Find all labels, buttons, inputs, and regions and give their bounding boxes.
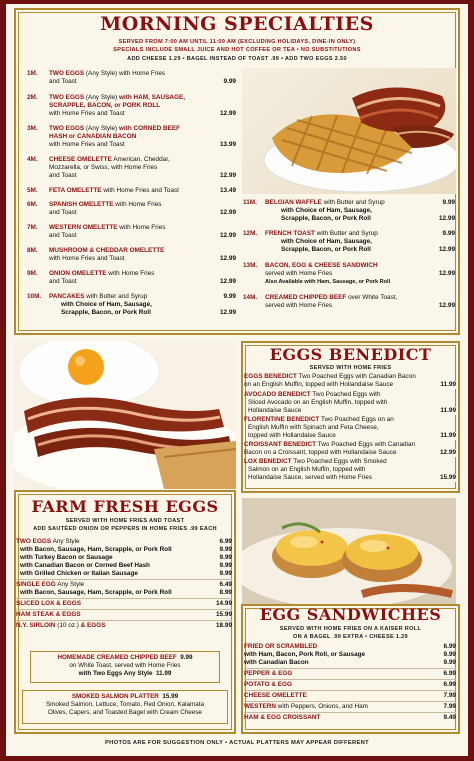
list-item	[244, 670, 456, 678]
item-number: 12M.	[243, 230, 258, 237]
item-price: 9.99	[443, 651, 456, 658]
farm-sub-2: ADD SAUTÉED ONION OR PEPPERS IN HOME FRIES .99 EACH	[33, 526, 217, 532]
item-price: 12.99	[220, 231, 236, 239]
item-desc-line: with Choice of Ham, Sausage,	[281, 238, 372, 246]
list-item	[244, 416, 456, 441]
item-desc: with Home Fries	[117, 224, 166, 231]
item-price: 12.99	[220, 308, 236, 316]
item-price: 9.49	[443, 714, 456, 721]
item-desc-line: Scrapple, Bacon, or Pork Roll	[281, 215, 371, 223]
list-item	[244, 681, 456, 689]
item-price: 7.99	[443, 692, 456, 699]
item-price: 9.99	[219, 554, 232, 561]
item-desc: (Any Style)	[84, 125, 119, 132]
morning-sub-1: SERVED FROM 7:00 AM UNTIL 11:00 AM (EXCLUDING HOLIDAYS, DINE-IN ONLY)	[118, 39, 356, 45]
item-desc: with Canadian Bacon	[244, 659, 309, 666]
item-price: 6.99	[443, 681, 456, 688]
item-desc-line: with Choice of Ham, Sausage,	[281, 207, 372, 215]
divider	[244, 701, 456, 702]
item-desc-line: with Home Fries and Toast	[49, 110, 125, 118]
item-name: WESTERN	[244, 703, 276, 710]
item-desc-line: and Toast	[49, 232, 77, 240]
item-price: 12.99	[220, 277, 236, 285]
item-name: SPANISH OMELETTE	[49, 201, 114, 208]
item-desc-line: and Toast	[49, 172, 77, 180]
item-name: PEPPER & EGG	[244, 670, 293, 677]
item-desc: Two Poached Eggs on an	[319, 416, 394, 423]
item-desc: over White Toast,	[346, 294, 398, 301]
list-item	[16, 600, 232, 608]
list-item	[16, 570, 232, 578]
item-desc-line: Hollandaise Sauce, served with Home Fries	[248, 474, 372, 482]
item-number: 11M.	[243, 199, 257, 206]
item-desc-line: Sliced Avocado on an English Muffin, topped with	[248, 399, 388, 407]
divider	[244, 679, 456, 680]
list-item	[27, 187, 236, 201]
item-name: POTATO & EGG	[244, 681, 292, 688]
sandwich-title: EGG SANDWICHES	[259, 605, 442, 624]
list-item	[244, 703, 456, 711]
benedict-list	[244, 373, 456, 483]
item-name: SLICED LOX & EGGS	[16, 600, 81, 607]
item-price: 6.99	[443, 643, 456, 650]
item-number: 6M.	[27, 201, 38, 208]
item-desc: Any Style	[51, 538, 80, 545]
item-desc-line: and Toast	[49, 209, 77, 217]
divider	[16, 579, 232, 580]
item-name: N.Y. SIRLOIN	[16, 622, 56, 629]
item-price: 6.99	[443, 670, 456, 677]
item-desc: with Ham, Bacon, Pork Roll, or Sausage	[244, 651, 366, 658]
list-item	[244, 714, 456, 722]
list-item	[16, 562, 232, 570]
item-price: 9.99	[223, 292, 236, 300]
item-desc-line: on an English Muffin, topped with Hollandaise Sauce	[244, 381, 394, 389]
divider	[244, 668, 456, 669]
list-item	[244, 651, 456, 659]
item-number: 5M.	[27, 187, 38, 194]
item-number: 14M.	[243, 294, 258, 301]
waffle-illustration	[242, 68, 456, 194]
item-name: AVOCADO BENEDICT	[244, 391, 311, 398]
item-name: HASH or CANADIAN BACON	[49, 133, 137, 141]
item-desc-line: topped with Hollandaise Sauce	[248, 432, 336, 440]
item-name: BACON, EGG & CHEESE SANDWICH	[265, 262, 378, 269]
smoked-salmon-box	[22, 690, 228, 724]
item-desc: with Grilled Chicken or Italian Sausage	[20, 570, 138, 577]
item-price: 7.99	[443, 703, 456, 710]
item-price: 12.99	[220, 208, 236, 216]
item-desc: (10 oz.)	[55, 622, 81, 629]
item-number: 9M.	[27, 270, 38, 277]
item-desc: with Bacon, Sausage, Ham, Scrapple, or Pork Roll	[20, 546, 172, 553]
item-desc-line: and Toast	[49, 78, 77, 86]
item-name: SINGLE EGG	[16, 581, 56, 588]
list-item	[16, 589, 232, 597]
item-desc-line: Hollandaise Sauce	[248, 407, 302, 415]
farm-list	[16, 538, 232, 630]
item-desc: (Any Style)	[84, 94, 119, 101]
item-name: CHEESE OMELETTE	[244, 692, 307, 699]
item-name: FRENCH TOAST	[265, 230, 315, 237]
item-name: HAM & EGG CROISSANT	[244, 714, 321, 721]
item-desc-line: with Two Eggs Any Style	[78, 669, 153, 677]
item-desc: with Turkey Bacon or Sausage	[20, 554, 113, 561]
item-note: Also Available with Ham, Sausage, or Pork Roll	[265, 279, 391, 286]
sandwich-sub-1: SERVED WITH HOME FRIES ON A KAISER ROLL	[279, 626, 422, 632]
item-desc-line: and Toast	[49, 278, 77, 286]
item-price: 9.99	[180, 654, 193, 661]
list-item	[244, 692, 456, 700]
item-desc-line: Olives, Capers, and Toasted Bagel with Cream Cheese	[48, 708, 202, 716]
item-name: & EGGS	[80, 622, 106, 629]
item-number: 10M.	[27, 293, 42, 300]
item-desc: Two Poached Eggs with	[310, 391, 381, 398]
item-price: 6.99	[219, 538, 232, 545]
benedict-photo	[242, 498, 456, 606]
item-price: 13.49	[220, 186, 236, 194]
item-desc: with Canadian Bacon or Corned Beef Hash	[20, 562, 150, 569]
waffle-photo	[242, 68, 456, 194]
item-desc-line: with Choice of Ham, Sausage,	[61, 301, 152, 309]
item-name: with CORNED BEEF	[118, 125, 181, 132]
item-price: 14.99	[216, 600, 232, 607]
item-desc: (Any Style) with Home Fries	[84, 70, 166, 77]
list-item	[16, 611, 232, 619]
bacon-eggs-photo	[14, 341, 236, 489]
item-number: 8M.	[27, 247, 38, 254]
list-item	[27, 270, 236, 293]
list-item	[16, 538, 232, 546]
item-desc-line: Smoked Salmon, Lettuce, Tomato, Red Onion, Kalamata	[45, 700, 205, 708]
list-item	[16, 622, 232, 630]
item-price: 12.99	[439, 269, 455, 277]
item-price: 9.99	[442, 229, 455, 237]
item-desc: with Bacon, Sausage, Ham, Scrapple, or Pork Roll	[20, 589, 172, 596]
item-name: TWO EGGS	[49, 94, 85, 101]
list-item	[27, 70, 236, 94]
item-desc-line: Scrapple, Bacon, or Pork Roll	[281, 246, 371, 254]
item-name: CHEESE OMELETTE	[49, 156, 112, 163]
list-item	[244, 458, 456, 483]
item-price: 15.99	[162, 693, 179, 700]
list-item	[16, 581, 232, 589]
divider	[244, 690, 456, 691]
item-name: TWO EGGS	[49, 70, 85, 77]
item-price: 11.99	[155, 669, 172, 677]
list-item	[27, 224, 236, 247]
item-price: 8.99	[219, 589, 232, 596]
item-desc-line: on White Toast, served with Home Fries	[69, 661, 181, 669]
item-name: EGGS BENEDICT	[244, 373, 297, 380]
item-name: FRIED OR SCRAMBLED	[244, 643, 318, 650]
item-price: 12.99	[439, 214, 455, 222]
item-name: TWO EGGS	[16, 538, 52, 545]
item-number: 1M.	[27, 70, 38, 77]
sandwich-sub-2: ON A BAGEL .99 EXTRA • CHEESE 1.29	[293, 634, 408, 640]
item-price: 9.99	[219, 562, 232, 569]
item-name: PANCAKES	[49, 293, 85, 300]
chipped-beef-box	[30, 651, 220, 683]
item-price: 15.99	[440, 473, 456, 481]
list-item	[27, 247, 236, 270]
item-name: MUSHROOM & CHEDDAR OMELETTE	[49, 247, 165, 254]
list-item	[244, 373, 456, 391]
item-desc-line: Scrapple, Bacon, or Pork Roll	[61, 309, 151, 317]
item-name: FETA OMELETTE	[49, 187, 102, 194]
morning-right-list	[243, 199, 455, 318]
item-price: 12.99	[439, 245, 455, 253]
item-number: 13M.	[243, 262, 258, 269]
item-desc: with Peppers, Onions, and Ham	[275, 703, 368, 710]
item-price: 9.99	[443, 659, 456, 666]
item-desc-line: English Muffin with Spinach and Feta Cheese,	[248, 424, 379, 432]
list-item	[244, 391, 456, 416]
farm-title: FARM FRESH EGGS	[31, 497, 219, 516]
item-name: WESTERN OMELETTE	[49, 224, 118, 231]
item-number: 3M.	[27, 125, 38, 132]
item-name: SCRAPPLE, BACON, or PORK ROLL	[49, 102, 161, 110]
item-desc: with Home Fries and Toast	[101, 187, 179, 194]
list-item	[243, 262, 455, 294]
list-item	[243, 294, 455, 318]
item-desc: American, Cheddar,	[111, 156, 170, 163]
item-desc-line: Mozzarella, or Swiss, with Home Fries	[49, 164, 158, 172]
divider	[16, 598, 232, 599]
benedict-sub: SERVED WITH HOME FRIES	[309, 365, 392, 371]
item-name: CROISSANT BENEDICT	[244, 441, 317, 448]
item-desc-line: served with Home Fries	[265, 270, 333, 278]
item-desc-line: served with Home Fries	[265, 302, 333, 310]
item-price: 12.99	[439, 301, 455, 309]
morning-left-list	[27, 70, 236, 325]
item-desc: with Butter and Syrup	[314, 230, 378, 237]
item-name: BELGIAN WAFFLE	[265, 199, 322, 206]
item-desc: with Butter and Syrup	[84, 293, 148, 300]
item-desc-line: Bacon on a Croissant, topped with Hollandaise Sauce	[244, 449, 397, 457]
item-desc-line: Salmon on an English Muffin, topped with	[248, 466, 366, 474]
item-price: 9.99	[442, 198, 455, 206]
item-desc: with Home Fries	[113, 201, 162, 208]
divider	[16, 609, 232, 610]
benedict-illustration	[242, 498, 456, 606]
divider	[16, 620, 232, 621]
item-name: ONION OMELETTE	[49, 270, 107, 277]
item-price: 12.99	[220, 254, 236, 262]
morning-sub-3: ADD CHEESE 1.29 • BAGEL INSTEAD OF TOAST .99 • ADD TWO EGGS 2.50	[127, 56, 347, 62]
list-item	[244, 643, 456, 651]
list-item	[16, 554, 232, 562]
item-name: FLORENTINE BENEDICT	[244, 416, 320, 423]
item-price: 13.99	[220, 140, 236, 148]
item-desc: Any Style	[55, 581, 85, 588]
item-number: 7M.	[27, 224, 38, 231]
item-price: 9.99	[223, 77, 236, 85]
footer-note: PHOTOS ARE FOR SUGGESTION ONLY • ACTUAL PLATTERS MAY APPEAR DIFFERENT	[105, 740, 369, 746]
list-item	[243, 230, 455, 262]
item-name: with HAM, SAUSAGE,	[118, 94, 186, 101]
list-item	[27, 293, 236, 325]
item-price: 9.99	[219, 546, 232, 553]
item-desc: Two Poached Eggs with Smoked	[291, 458, 387, 465]
item-desc: with Home Fries	[106, 270, 155, 277]
list-item	[16, 546, 232, 554]
item-desc: Two Poached Eggs with Canadian Bacon	[296, 373, 416, 380]
item-price: 12.99	[220, 171, 236, 179]
list-item	[244, 441, 456, 458]
item-desc-line: with Home Fries and Toast	[49, 141, 125, 149]
bacon-eggs-illustration	[14, 341, 236, 489]
list-item	[27, 125, 236, 156]
item-price: 12.99	[220, 109, 236, 117]
morning-sub-2: SPECIALS INCLUDE SMALL JUICE AND HOT COFFEE OR TEA • NO SUBSTITUTIONS	[113, 47, 361, 53]
divider	[244, 712, 456, 713]
item-name: LOX BENEDICT	[244, 458, 292, 465]
item-number: 4M.	[27, 156, 38, 163]
list-item	[243, 199, 455, 230]
item-price: 6.49	[219, 581, 232, 588]
morning-title: MORNING SPECIALTIES	[100, 13, 374, 35]
item-price: 15.99	[216, 611, 232, 618]
item-desc: with Butter and Syrup	[321, 199, 385, 206]
item-name: TWO EGGS	[49, 125, 85, 132]
list-item	[27, 156, 236, 187]
item-name: CREAMED CHIPPED BEEF	[265, 294, 347, 301]
list-item	[27, 94, 236, 125]
farm-sub-1: SERVED WITH HOME FRIES AND TOAST	[65, 518, 185, 524]
item-desc-line: with Home Fries and Toast	[49, 255, 125, 263]
item-desc: Two Poached Eggs with Canadian	[316, 441, 416, 448]
item-number: 2M.	[27, 94, 38, 101]
sandwich-list	[244, 643, 456, 722]
item-price: 11.99	[440, 406, 456, 414]
item-name: HAM STEAK & EGGS	[16, 611, 81, 618]
list-item	[244, 659, 456, 667]
item-price: 11.99	[440, 431, 456, 439]
list-item	[27, 201, 236, 224]
item-name: HOMEMADE CREAMED CHIPPED BEEF	[57, 654, 177, 661]
item-name: SMOKED SALMON PLATTER	[71, 693, 159, 700]
item-price: 9.99	[219, 570, 232, 577]
item-price: 11.99	[440, 380, 456, 388]
item-price: 12.99	[440, 448, 456, 456]
item-price: 18.99	[216, 622, 232, 629]
benedict-title: EGGS BENEDICT	[269, 345, 432, 364]
